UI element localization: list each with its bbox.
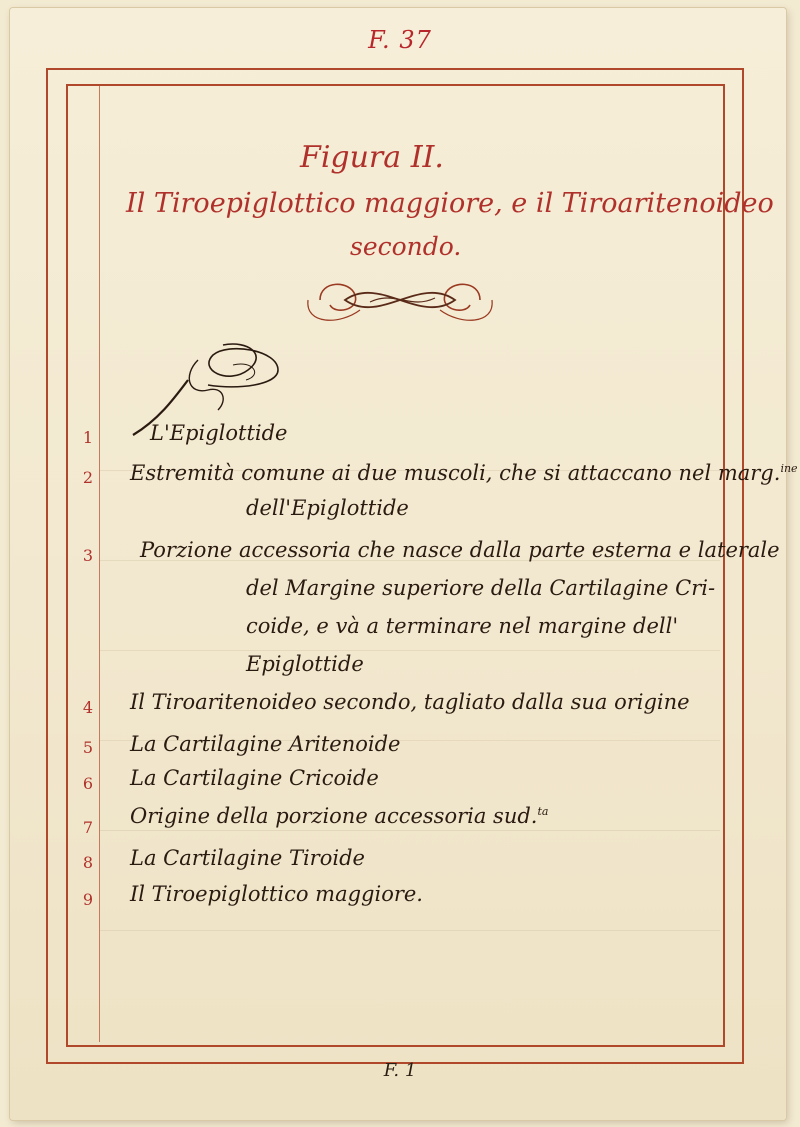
entry-number: 9: [82, 890, 94, 909]
entry-text: Il Tiroepiglottico maggiore.: [130, 882, 423, 906]
entry-text-continued: coide, e và a terminare nel margine dell': [246, 614, 679, 638]
entry-number: 5: [82, 738, 94, 757]
figure-subtitle: Il Tiroepiglottico maggiore, e il Tiroaritenoideo: [126, 188, 774, 219]
entry-number: 7: [82, 818, 94, 837]
entry-text: La Cartilagine Tiroide: [130, 846, 365, 870]
entry-number: 1: [82, 428, 94, 447]
ruling-line: [100, 930, 720, 931]
folio-number-top: F. 37: [368, 26, 432, 54]
entry-text: La Cartilagine Cricoide: [130, 766, 379, 790]
entry-text-continued: del Margine superiore della Cartilagine Cri-: [246, 576, 716, 600]
entry-text: L'Epiglottide: [150, 421, 288, 445]
ruling-line: [100, 650, 720, 651]
entry-text-continued: Epiglottide: [246, 652, 364, 676]
entry-number: 4: [82, 698, 94, 717]
superscript: ta: [537, 805, 549, 818]
folio-number-bottom: F. 1: [383, 1060, 417, 1081]
figure-title: Figura II.: [300, 140, 444, 175]
entry-number: 2: [82, 468, 94, 487]
entry-text: Porzione accessoria che nasce dalla parte esterna e laterale: [140, 538, 780, 562]
ruling-line: [100, 830, 720, 831]
superscript: ine: [780, 462, 798, 475]
entry-text: Estremità comune ai due muscoli, che si attaccano nel marg.$^{ine}$: [130, 461, 798, 485]
entry-text: Il Tiroaritenoideo secondo, tagliato dalla sua origine: [130, 690, 690, 714]
ornament-flourish: [300, 270, 500, 330]
entry-number: 8: [82, 853, 94, 872]
entry-text: Origine della porzione accessoria sud.$^{ta}$: [130, 804, 549, 828]
entry-text-continued: dell'Epiglottide: [246, 496, 409, 520]
entry-number: 6: [82, 774, 94, 793]
entry-number: 3: [82, 546, 94, 565]
figure-subtitle-end: secondo.: [350, 232, 462, 261]
entry-text: La Cartilagine Aritenoide: [130, 732, 401, 756]
